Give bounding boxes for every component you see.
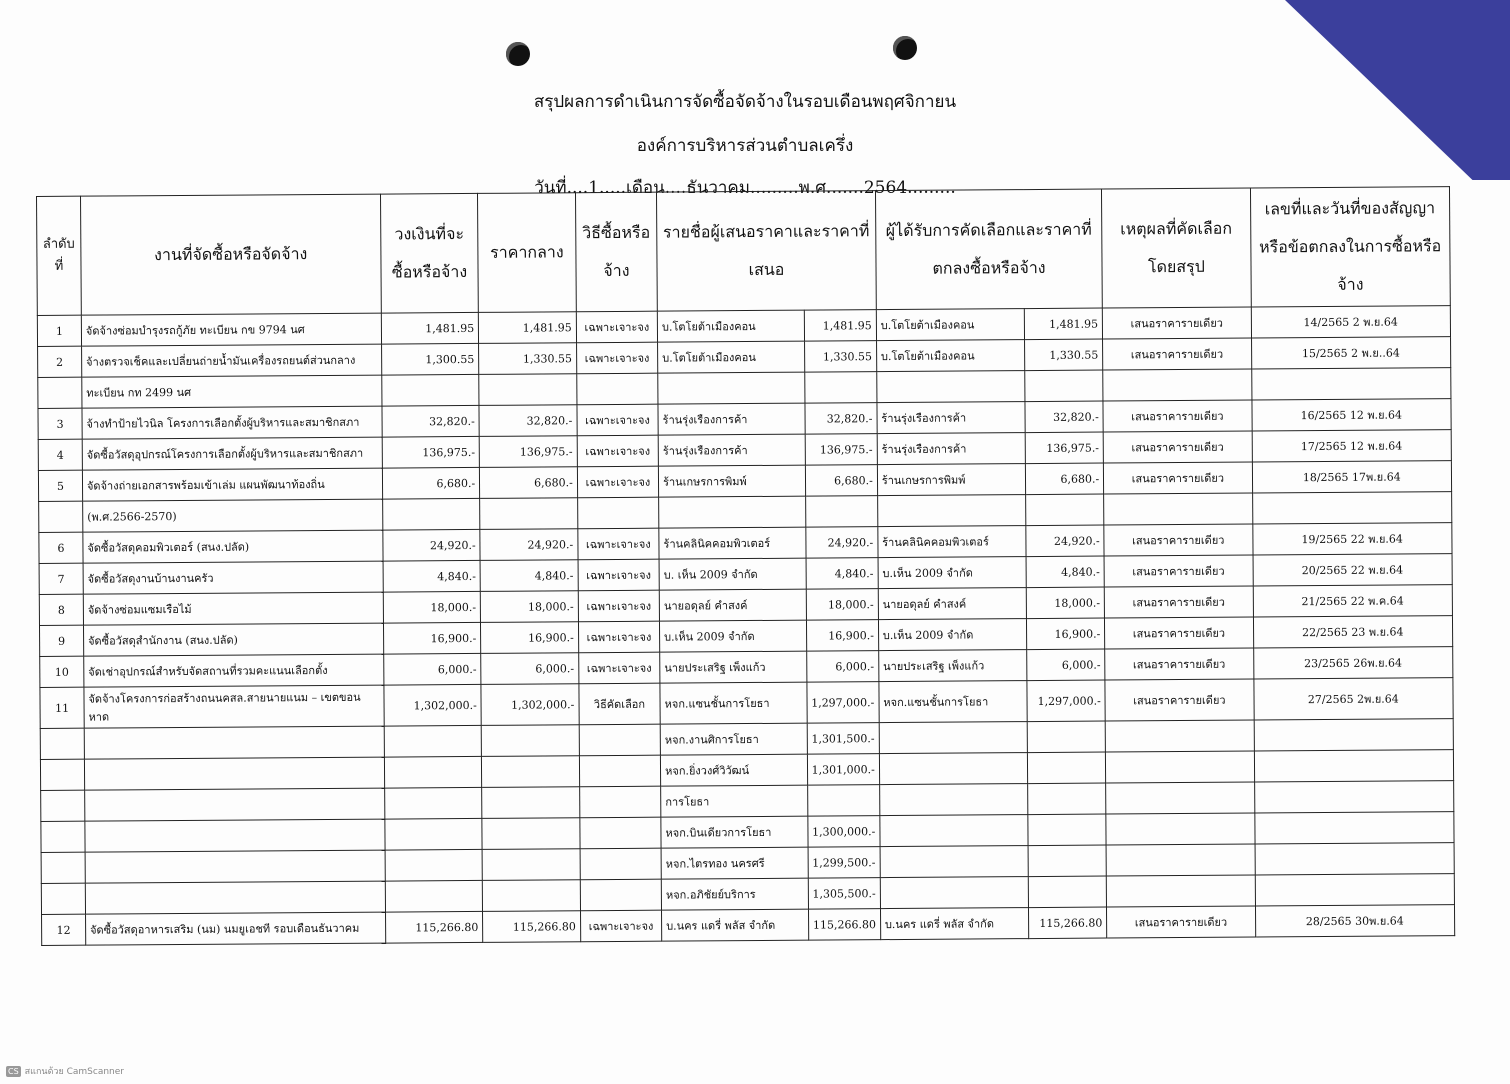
header-winner: ผู้ได้รับการคัดเลือกและราคาที่ตกลงซื้อหรือจ้าง: [875, 189, 1102, 310]
cell-work: จัดเช่าอุปกรณ์สำหรับจัดสถานที่รวมคะแนนเลือกตั้ง: [84, 654, 384, 687]
cell-contract: [1255, 843, 1455, 875]
cell-work: [85, 881, 385, 914]
cell-median: 4,840.-: [480, 560, 578, 592]
cell-win-price: [1028, 845, 1106, 877]
cell-winner: ร้านคลินิคคอมพิวเตอร์: [878, 526, 1027, 558]
cell-bidder: นายอดุลย์ คำสงค์: [659, 589, 806, 621]
cell-bidder: บ.เห็น 2009 จำกัด: [660, 620, 807, 652]
cell-winner: บ.เห็น 2009 จำกัด: [878, 557, 1027, 589]
cell-no: [41, 852, 85, 883]
cell-reason: [1106, 751, 1255, 783]
cell-reason: [1106, 813, 1255, 845]
cell-method: [577, 497, 659, 529]
cell-reason: [1104, 493, 1253, 525]
cell-work: จัดซื้อวัสดุคอมพิวเตอร์ (สนง.ปลัด): [83, 530, 383, 563]
cell-median: 18,000.-: [481, 591, 579, 623]
cell-median: [482, 756, 580, 788]
cell-budget: [384, 787, 482, 819]
cell-budget: 32,820.-: [382, 405, 480, 437]
cell-method: เฉพาะเจาะจง: [577, 404, 659, 436]
cell-bid: [804, 372, 876, 404]
cell-winner: ร้านรุ่งเรืองการค้า: [877, 402, 1026, 434]
cell-reason: เสนอราคารายเดียว: [1103, 431, 1252, 463]
header-work: งานที่จัดซื้อหรือจัดจ้าง: [80, 194, 381, 315]
cell-work: จัดจ้างถ่ายเอกสารพร้อมเข้าเล่ม แผนพัฒนาท้องถิ่น: [82, 468, 382, 501]
cell-winner: นายประเสริฐ เพ็งแก้ว: [879, 650, 1028, 682]
cell-winner: หจก.แซนชั้นการโยธา: [879, 681, 1028, 723]
cell-work: [85, 819, 385, 852]
cell-no: 2: [38, 346, 82, 377]
cell-contract: 21/2565 22 พ.ค.64: [1253, 585, 1453, 617]
cell-median: [482, 818, 580, 850]
cell-win-price: [1026, 494, 1104, 526]
cell-work: [85, 788, 385, 821]
table-header-row: [37, 187, 1451, 316]
cell-no: 10: [40, 656, 84, 687]
cell-win-price: 18,000.-: [1027, 587, 1105, 619]
cell-win-price: 1,297,000.-: [1027, 680, 1105, 722]
cell-winner: [879, 784, 1028, 816]
cell-median: 32,820.-: [479, 405, 577, 437]
cell-contract: 27/2565 2พ.ย.64: [1253, 678, 1453, 720]
cell-work: จัดซื้อวัสดุสำนักงาน (สนง.ปลัด): [83, 623, 383, 656]
punch-hole-right: [893, 36, 917, 60]
cell-bidder: บ. เห็น 2009 จำกัด: [659, 558, 806, 590]
cell-reason: เสนอราคารายเดียว: [1103, 400, 1252, 432]
camscanner-logo: CS: [8, 1066, 19, 1076]
cell-bid: 1,300,000.-: [807, 816, 879, 848]
cell-winner: ร้านเกษรการพิมพ์: [877, 464, 1026, 496]
cell-method: [580, 817, 662, 849]
cell-method: เฉพาะเจาะจง: [577, 435, 659, 467]
cell-no: 11: [40, 687, 84, 728]
cell-reason: [1106, 782, 1255, 814]
cell-method: [579, 786, 661, 818]
cell-work: จัดซื้อวัสดุอุปกรณ์โครงการเลือกตั้งผู้บริหารและสมาชิกสภา: [82, 437, 382, 470]
cell-no: 9: [39, 625, 83, 656]
cell-no: 1: [37, 315, 81, 346]
cell-work: จัดจ้างซ่อมบำรุงรถกู้ภัย ทะเบียน กข 9794 นศ: [81, 313, 381, 346]
cell-bid: 1,481.95: [804, 310, 876, 342]
cell-no: 12: [42, 914, 86, 945]
cell-bidder: หจก.บินเดียวการโยธา: [661, 816, 808, 848]
cell-budget: 24,920.-: [383, 529, 481, 561]
cell-contract: 18/2565 17พ.ย.64: [1252, 461, 1452, 493]
cell-method: [577, 373, 659, 405]
cell-no: 3: [38, 408, 82, 439]
cell-work: [85, 850, 385, 883]
organization-name: องค์การบริหารส่วนตำบลเครึ่ง: [636, 136, 854, 156]
cell-work: [84, 726, 384, 759]
camscanner-text: สแกนด้วย CamScanner: [24, 1067, 124, 1077]
cell-median: 1,481.95: [479, 312, 577, 344]
cell-budget: [385, 880, 483, 912]
cell-budget: 115,266.80: [385, 911, 483, 943]
cell-method: เฉพาะเจาะจง: [577, 466, 659, 498]
scanner-watermark: [6, 1064, 124, 1078]
cell-budget: [384, 725, 482, 757]
cell-contract: [1251, 368, 1451, 400]
cell-bid: 4,840.-: [806, 558, 878, 590]
cell-bid: 1,301,000.-: [807, 754, 879, 786]
cell-contract: 23/2565 26พ.ย.64: [1253, 647, 1453, 679]
cell-contract: 22/2565 23 พ.ย.64: [1253, 616, 1453, 648]
cell-reason: เสนอราคารายเดียว: [1103, 338, 1252, 370]
cell-budget: 1,302,000.-: [384, 684, 482, 726]
cell-no: [41, 821, 85, 852]
cell-no: 7: [39, 563, 83, 594]
cell-reason: [1105, 720, 1254, 752]
cell-work: จัดจ้างซ่อมแซมเรือไม้: [83, 592, 383, 625]
cell-method: [580, 879, 662, 911]
cell-median: 16,900.-: [481, 622, 579, 654]
cell-median: 6,000.-: [481, 653, 579, 685]
cell-method: เฉพาะเจาะจง: [578, 590, 660, 622]
header-method: วิธีซื้อหรือจ้าง: [575, 192, 657, 312]
cell-no: 8: [39, 594, 83, 625]
cell-win-price: [1029, 876, 1107, 908]
cell-median: [480, 498, 578, 530]
cell-win-price: 1,330.55: [1025, 339, 1103, 371]
cell-bid: 18,000.-: [806, 589, 878, 621]
cell-contract: 19/2565 22 พ.ย.64: [1252, 523, 1452, 555]
cell-contract: [1254, 812, 1454, 844]
cell-method: [580, 848, 662, 880]
cell-winner: ร้านรุ่งเรืองการค้า: [877, 433, 1026, 465]
header-bidders: รายชื่อผู้เสนอราคาและราคาที่เสนอ: [657, 191, 877, 312]
cell-no: [39, 501, 83, 532]
cell-win-price: [1028, 752, 1106, 784]
cell-bidder: บ.โตโยต้าเมืองคอน: [657, 310, 804, 342]
cell-budget: [381, 374, 479, 406]
cell-bid: [807, 785, 879, 817]
cell-winner: [877, 495, 1026, 527]
cell-win-price: [1028, 721, 1106, 753]
cell-method: เฉพาะเจาะจง: [576, 311, 658, 343]
cell-budget: 6,000.-: [383, 653, 481, 685]
cell-bid: 136,975.-: [805, 434, 877, 466]
cell-bidder: หจก.ไตรทอง นครศรี: [661, 847, 808, 879]
cell-budget: [385, 818, 483, 850]
header-no: ลำดับที่: [37, 196, 82, 315]
cell-no: [41, 883, 85, 914]
cell-work: จัดซื้อวัสดุอาหารเสริม (นม) นมยูเอชที รอบเดือนธันวาคม: [85, 912, 385, 945]
cell-reason: เสนอราคารายเดียว: [1104, 586, 1253, 618]
cell-median: [482, 787, 580, 819]
cell-winner: [880, 846, 1029, 878]
cell-contract: 14/2565 2 พ.ย.64: [1251, 306, 1451, 338]
cell-median: 6,680.-: [480, 467, 578, 499]
cell-contract: [1254, 781, 1454, 813]
cell-contract: [1254, 719, 1454, 751]
cell-bid: 24,920.-: [805, 527, 877, 559]
cell-contract: 16/2565 12 พ.ย.64: [1251, 399, 1451, 431]
cell-median: [482, 849, 580, 881]
cell-bidder: ร้านรุ่งเรืองการค้า: [658, 434, 805, 466]
cell-reason: เสนอราคารายเดียว: [1104, 524, 1253, 556]
cell-win-price: [1028, 783, 1106, 815]
cell-work: (พ.ศ.2566-2570): [83, 499, 383, 532]
cell-budget: 6,680.-: [382, 467, 480, 499]
cell-contract: 17/2565 12 พ.ย.64: [1252, 430, 1452, 462]
cell-bidder: หจก.ยิ่งวงศ์วิวัฒน์: [660, 754, 807, 786]
cell-reason: [1103, 369, 1252, 401]
cell-no: 4: [38, 439, 82, 470]
cell-work: จ้างทำป้ายไวนิล โครงการเลือกตั้งผู้บริหารและสมาชิกสภา: [82, 406, 382, 439]
cell-reason: [1106, 875, 1255, 907]
cell-work: ทะเบียน กท 2499 นศ: [82, 375, 382, 408]
cell-bid: 115,266.80: [808, 909, 880, 941]
cell-method: เฉพาะเจาะจง: [580, 910, 662, 942]
cell-method: เฉพาะเจาะจง: [578, 652, 660, 684]
cell-bid: 32,820.-: [805, 403, 877, 435]
cell-contract: [1252, 492, 1452, 524]
cell-win-price: 16,900.-: [1027, 618, 1105, 650]
cell-bid: 16,900.-: [806, 620, 878, 652]
cell-contract: 20/2565 22 พ.ย.64: [1253, 554, 1453, 586]
cell-reason: [1106, 844, 1255, 876]
cell-win-price: 4,840.-: [1026, 556, 1104, 588]
header-reason: เหตุผลที่คัดเลือกโดยสรุป: [1102, 188, 1251, 308]
cell-contract: 28/2565 30พ.ย.64: [1255, 905, 1455, 937]
cell-bidder: ร้านรุ่งเรืองการค้า: [658, 403, 805, 435]
cell-budget: 136,975.-: [382, 436, 480, 468]
cell-winner: [880, 877, 1029, 909]
cell-win-price: 1,481.95: [1025, 308, 1103, 340]
cell-median: 1,302,000.-: [481, 684, 579, 726]
cell-method: วิธีคัดเลือก: [579, 683, 661, 725]
cell-contract: [1254, 750, 1454, 782]
cell-method: เฉพาะเจาะจง: [578, 559, 660, 591]
header-contract: เลขที่และวันที่ของสัญญาหรือข้อตกลงในการซื้อหรือจ้าง: [1250, 187, 1450, 307]
cell-budget: 18,000.-: [383, 591, 481, 623]
procurement-table: [36, 186, 1455, 946]
cell-reason: เสนอราคารายเดียว: [1107, 906, 1256, 938]
cell-win-price: [1028, 814, 1106, 846]
cell-bid: 1,297,000.-: [807, 682, 879, 724]
cell-reason: เสนอราคารายเดียว: [1105, 648, 1254, 680]
cell-win-price: [1025, 370, 1103, 402]
cell-reason: เสนอราคารายเดียว: [1104, 462, 1253, 494]
cell-win-price: 6,680.-: [1026, 463, 1104, 495]
cell-bidder: นายประเสริฐ เพ็งแก้ว: [660, 651, 807, 683]
cell-method: เฉพาะเจาะจง: [578, 528, 660, 560]
cell-median: 1,330.55: [479, 343, 577, 375]
cell-median: 136,975.-: [479, 436, 577, 468]
cell-budget: [382, 498, 480, 530]
cell-win-price: 115,266.80: [1029, 907, 1107, 939]
cell-reason: เสนอราคารายเดียว: [1104, 555, 1253, 587]
cell-no: 6: [39, 532, 83, 563]
cell-work: จ้างตรวจเช็คและเปลี่ยนถ่ายน้ำมันเครื่องรถยนต์ส่วนกลาง: [81, 344, 381, 377]
cell-median: 24,920.-: [480, 529, 578, 561]
cell-reason: เสนอราคารายเดียว: [1103, 307, 1252, 339]
cell-method: เฉพาะเจาะจง: [578, 621, 660, 653]
cell-winner: บ.โตโยต้าเมืองคอน: [876, 340, 1025, 372]
cell-bidder: หจก.อภิชัยย์บริการ: [661, 878, 808, 910]
cell-method: เฉพาะเจาะจง: [576, 342, 658, 374]
cell-no: [40, 728, 84, 759]
cell-bid: 1,299,500.-: [808, 847, 880, 879]
cell-bid: 6,000.-: [806, 651, 878, 683]
cell-bidder: หจก.งานศิการโยธา: [660, 723, 807, 755]
cell-budget: 1,481.95: [381, 312, 479, 344]
cell-bidder: [658, 372, 805, 404]
punch-hole-left: [506, 42, 530, 66]
cell-win-price: 136,975.-: [1026, 432, 1104, 464]
cell-work: จัดจ้างโครงการก่อสร้างถนนคสล.สายนายแนม – เขตขอนหาด: [84, 685, 384, 728]
cell-bid: 6,680.-: [805, 465, 877, 497]
header-median: ราคากลาง: [478, 193, 576, 313]
cell-budget: 1,300.55: [381, 343, 479, 375]
cell-win-price: 6,000.-: [1027, 649, 1105, 681]
cell-bidder: การโยธา: [661, 785, 808, 817]
cell-bidder: ร้านคลินิคคอมพิวเตอร์: [659, 527, 806, 559]
document-title: สรุปผลการดำเนินการจัดซื้อจัดจ้างในรอบเดือนพฤศจิกายน: [533, 92, 957, 112]
cell-bidder: [659, 496, 806, 528]
cell-no: [40, 759, 84, 790]
cell-method: [579, 755, 661, 787]
cell-reason: เสนอราคารายเดียว: [1105, 679, 1254, 721]
cell-bidder: บ.โตโยต้าเมืองคอน: [658, 341, 805, 373]
cell-bid: 1,305,500.-: [808, 878, 880, 910]
cell-median: [479, 374, 577, 406]
cell-winner: นายอดุลย์ คำสงค์: [878, 588, 1027, 620]
cell-budget: 16,900.-: [383, 622, 481, 654]
cell-median: [481, 725, 579, 757]
cell-winner: บ.เห็น 2009 จำกัด: [878, 619, 1027, 651]
cell-bid: [805, 496, 877, 528]
cell-winner: บ.นคร แดรี่ พลัส จำกัด: [880, 908, 1029, 940]
cell-work: จัดซื้อวัสดุงานบ้านงานครัว: [83, 561, 383, 594]
cell-win-price: 32,820.-: [1025, 401, 1103, 433]
document-date: วันที่....1.....เดือน....ธันวาคม.........พ.ศ.......2564.........: [534, 178, 956, 198]
cell-bidder: บ.นคร แดรี่ พลัส จำกัด: [662, 909, 809, 941]
cell-winner: [879, 722, 1028, 754]
cell-winner: [879, 753, 1028, 785]
cell-method: [579, 724, 661, 756]
cell-contract: 15/2565 2 พ.ย..64: [1251, 337, 1451, 369]
cell-winner: [880, 815, 1029, 847]
cell-budget: [384, 756, 482, 788]
cell-contract: [1255, 874, 1455, 906]
cell-bidder: หจก.แซนชั้นการโยธา: [660, 682, 807, 724]
cell-no: [38, 377, 82, 408]
cell-budget: 4,840.-: [383, 560, 481, 592]
cell-winner: บ.โตโยต้าเมืองคอน: [876, 309, 1025, 341]
cell-win-price: 24,920.-: [1026, 525, 1104, 557]
header-budget: วงเงินที่จะซื้อหรือจ้าง: [380, 193, 478, 313]
cell-no: [41, 790, 85, 821]
cell-median: 115,266.80: [483, 911, 581, 943]
cell-winner: [877, 371, 1026, 403]
cell-work: [84, 757, 384, 790]
cell-budget: [385, 849, 483, 881]
cell-bidder: ร้านเกษรการพิมพ์: [658, 465, 805, 497]
cell-no: 5: [38, 470, 82, 501]
cell-reason: เสนอราคารายเดียว: [1105, 617, 1254, 649]
cell-bid: 1,301,500.-: [807, 723, 879, 755]
cell-median: [483, 880, 581, 912]
cell-bid: 1,330.55: [804, 341, 876, 373]
